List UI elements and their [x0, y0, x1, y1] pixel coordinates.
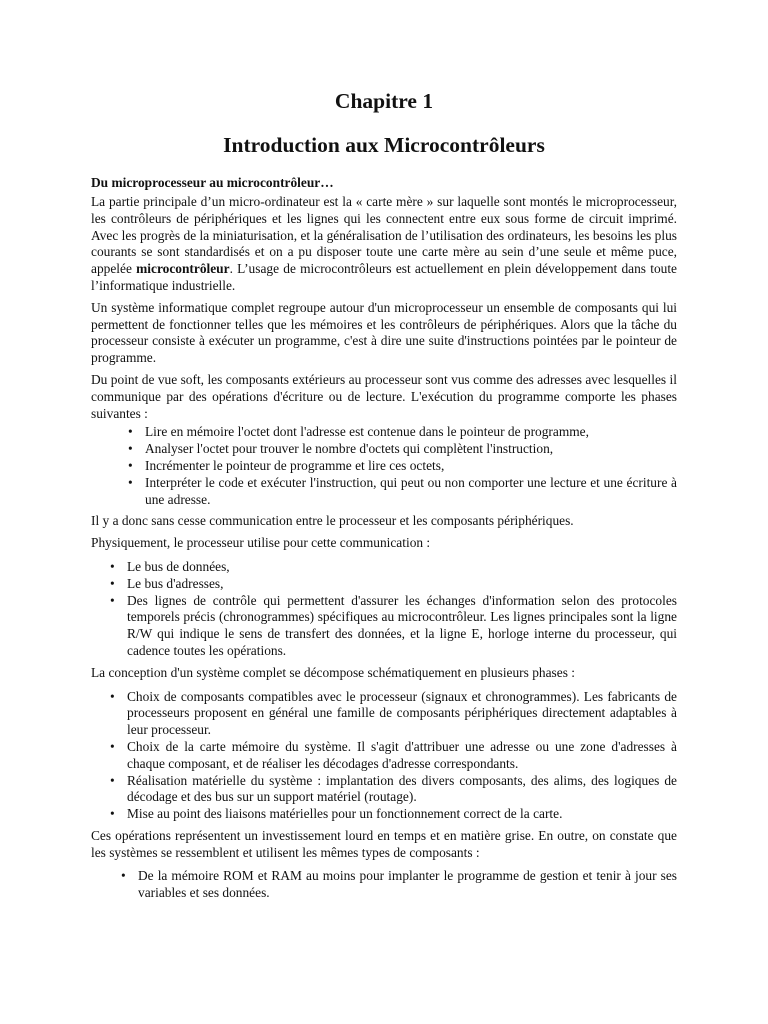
list-item: • Le bus d'adresses, [110, 575, 224, 591]
bullet-icon: • [110, 738, 115, 754]
paragraph-3: Du point de vue soft, les composants extérieurs au processeur sont vus comme des adresses avec lesquelles il communique par des opérations d'écriture ou de lecture. L'exécution du programme comporte les phases suivantes : [91, 371, 677, 421]
bullet-icon: • [110, 772, 115, 788]
bullet-icon: • [110, 575, 115, 591]
paragraph-1 [91, 194, 677, 295]
list-item: • Des lignes de contrôle qui permettent d'assurer les échanges d'information selon des protocoles temporels précis (chronogrammes) spécifiques au microcontrôleur. Les lignes principales sont la ligne R/W qui indique le sens de transfert des données, et la ligne E, horloge interne du processeur, qui cadence toutes les opérations. [110, 592, 677, 658]
list-item: • Mise au point des liaisons matérielles pour un fonctionnement correct de la carte. [110, 806, 563, 822]
bullet-icon: • [121, 868, 126, 884]
bus-list [110, 558, 677, 660]
chapter-number: Chapitre 1 [334, 89, 434, 113]
chapter-title: Introduction aux Microcontrôleurs [223, 133, 545, 157]
paragraph-5: Physiquement, le processeur utilise pour cette communication : [91, 535, 431, 551]
list-item: • Interpréter le code et exécuter l'instruction, qui peut ou non comporter une lecture et une écriture à une adresse. [128, 474, 677, 507]
bullet-icon: • [128, 474, 133, 490]
list-item: • Lire en mémoire l'octet dont l'adresse est contenue dans le pointeur de programme, [128, 424, 589, 440]
design-phases-list [110, 688, 677, 823]
bullet-icon: • [128, 424, 133, 440]
paragraph-6: La conception d'un système complet se décompose schématiquement en plusieurs phases : [91, 664, 575, 680]
paragraph-7: Ces opérations représentent un investissement lourd en temps et en matière grise. En outre, on constate que les systèmes se ressemblent et utilisent les mêmes types de composants : [91, 827, 677, 860]
bullet-icon: • [110, 592, 115, 608]
list-item: • Incrémenter le pointeur de programme et lire ces octets, [128, 457, 445, 473]
list-item: • Réalisation matérielle du système : implantation des divers composants, des alims, des logiques de décodage et des bus sur un support matériel (routage). [110, 772, 677, 805]
paragraph-2: Un système informatique complet regroupe autour d'un microprocesseur un ensemble de composants qui lui permettent de fonctionner telles que les mémoires et les contrôleurs de périphériques. Alors que la tâche du processeur consiste à exécuter un programme, c'est à dire une suite d'instructions pointées par le pointeur de programme. [91, 299, 677, 366]
paragraph-4: Il y a donc sans cesse communication entre le processeur et les composants périphériques. [91, 513, 574, 529]
paragraph-1-text-a: La partie principale d’un micro-ordinateur est la « carte mère » sur laquelle sont montés le microprocesseur, les contrôleurs de périphériques et les lignes qui les connectent entre eux sous forme de circuit imprimé. Avec les progrès de la miniaturisation, et la généralisation de l’utilisation des ordinateurs, les besoins les plus courants se sont standardisés et on a pu disposer toute une carte mère au sein d’une seule et même puce, appelée [91, 194, 677, 277]
bullet-icon: • [128, 457, 133, 473]
list-item: • Le bus de données, [110, 558, 230, 574]
bullet-icon: • [110, 688, 115, 704]
document-page [91, 86, 677, 907]
list-item: • Choix de composants compatibles avec le processeur (signaux et chronogrammes). Les fabricants de processeurs proposent en général une famille de composants périphériques directement adaptables à leur processeur. [110, 688, 677, 738]
bullet-icon: • [128, 441, 133, 457]
section-heading: Du microprocesseur au microcontrôleur… [91, 175, 334, 190]
program-phases-list [128, 424, 677, 508]
bullet-icon: • [110, 558, 115, 574]
component-types-list [121, 868, 677, 902]
microcontroleur-term: microcontrôleur [136, 261, 230, 277]
paragraph-1-text-b: . L’usage de microcontrôleurs est actuellement en plein développement dans toute l’informatique industrielle. [91, 261, 678, 293]
bullet-icon: • [110, 806, 115, 822]
list-item: • Choix de la carte mémoire du système. Il s'agit d'attribuer une adresse ou une zone d'adresses à chaque composant, et de réaliser les décodages d'adresse correspondants. [110, 738, 677, 771]
list-item: • Analyser l'octet pour trouver le nombre d'octets qui complètent l'instruction, [128, 441, 554, 457]
list-item: • De la mémoire ROM et RAM au moins pour implanter le programme de gestion et tenir à jour ses variables et ses données. [121, 868, 677, 901]
